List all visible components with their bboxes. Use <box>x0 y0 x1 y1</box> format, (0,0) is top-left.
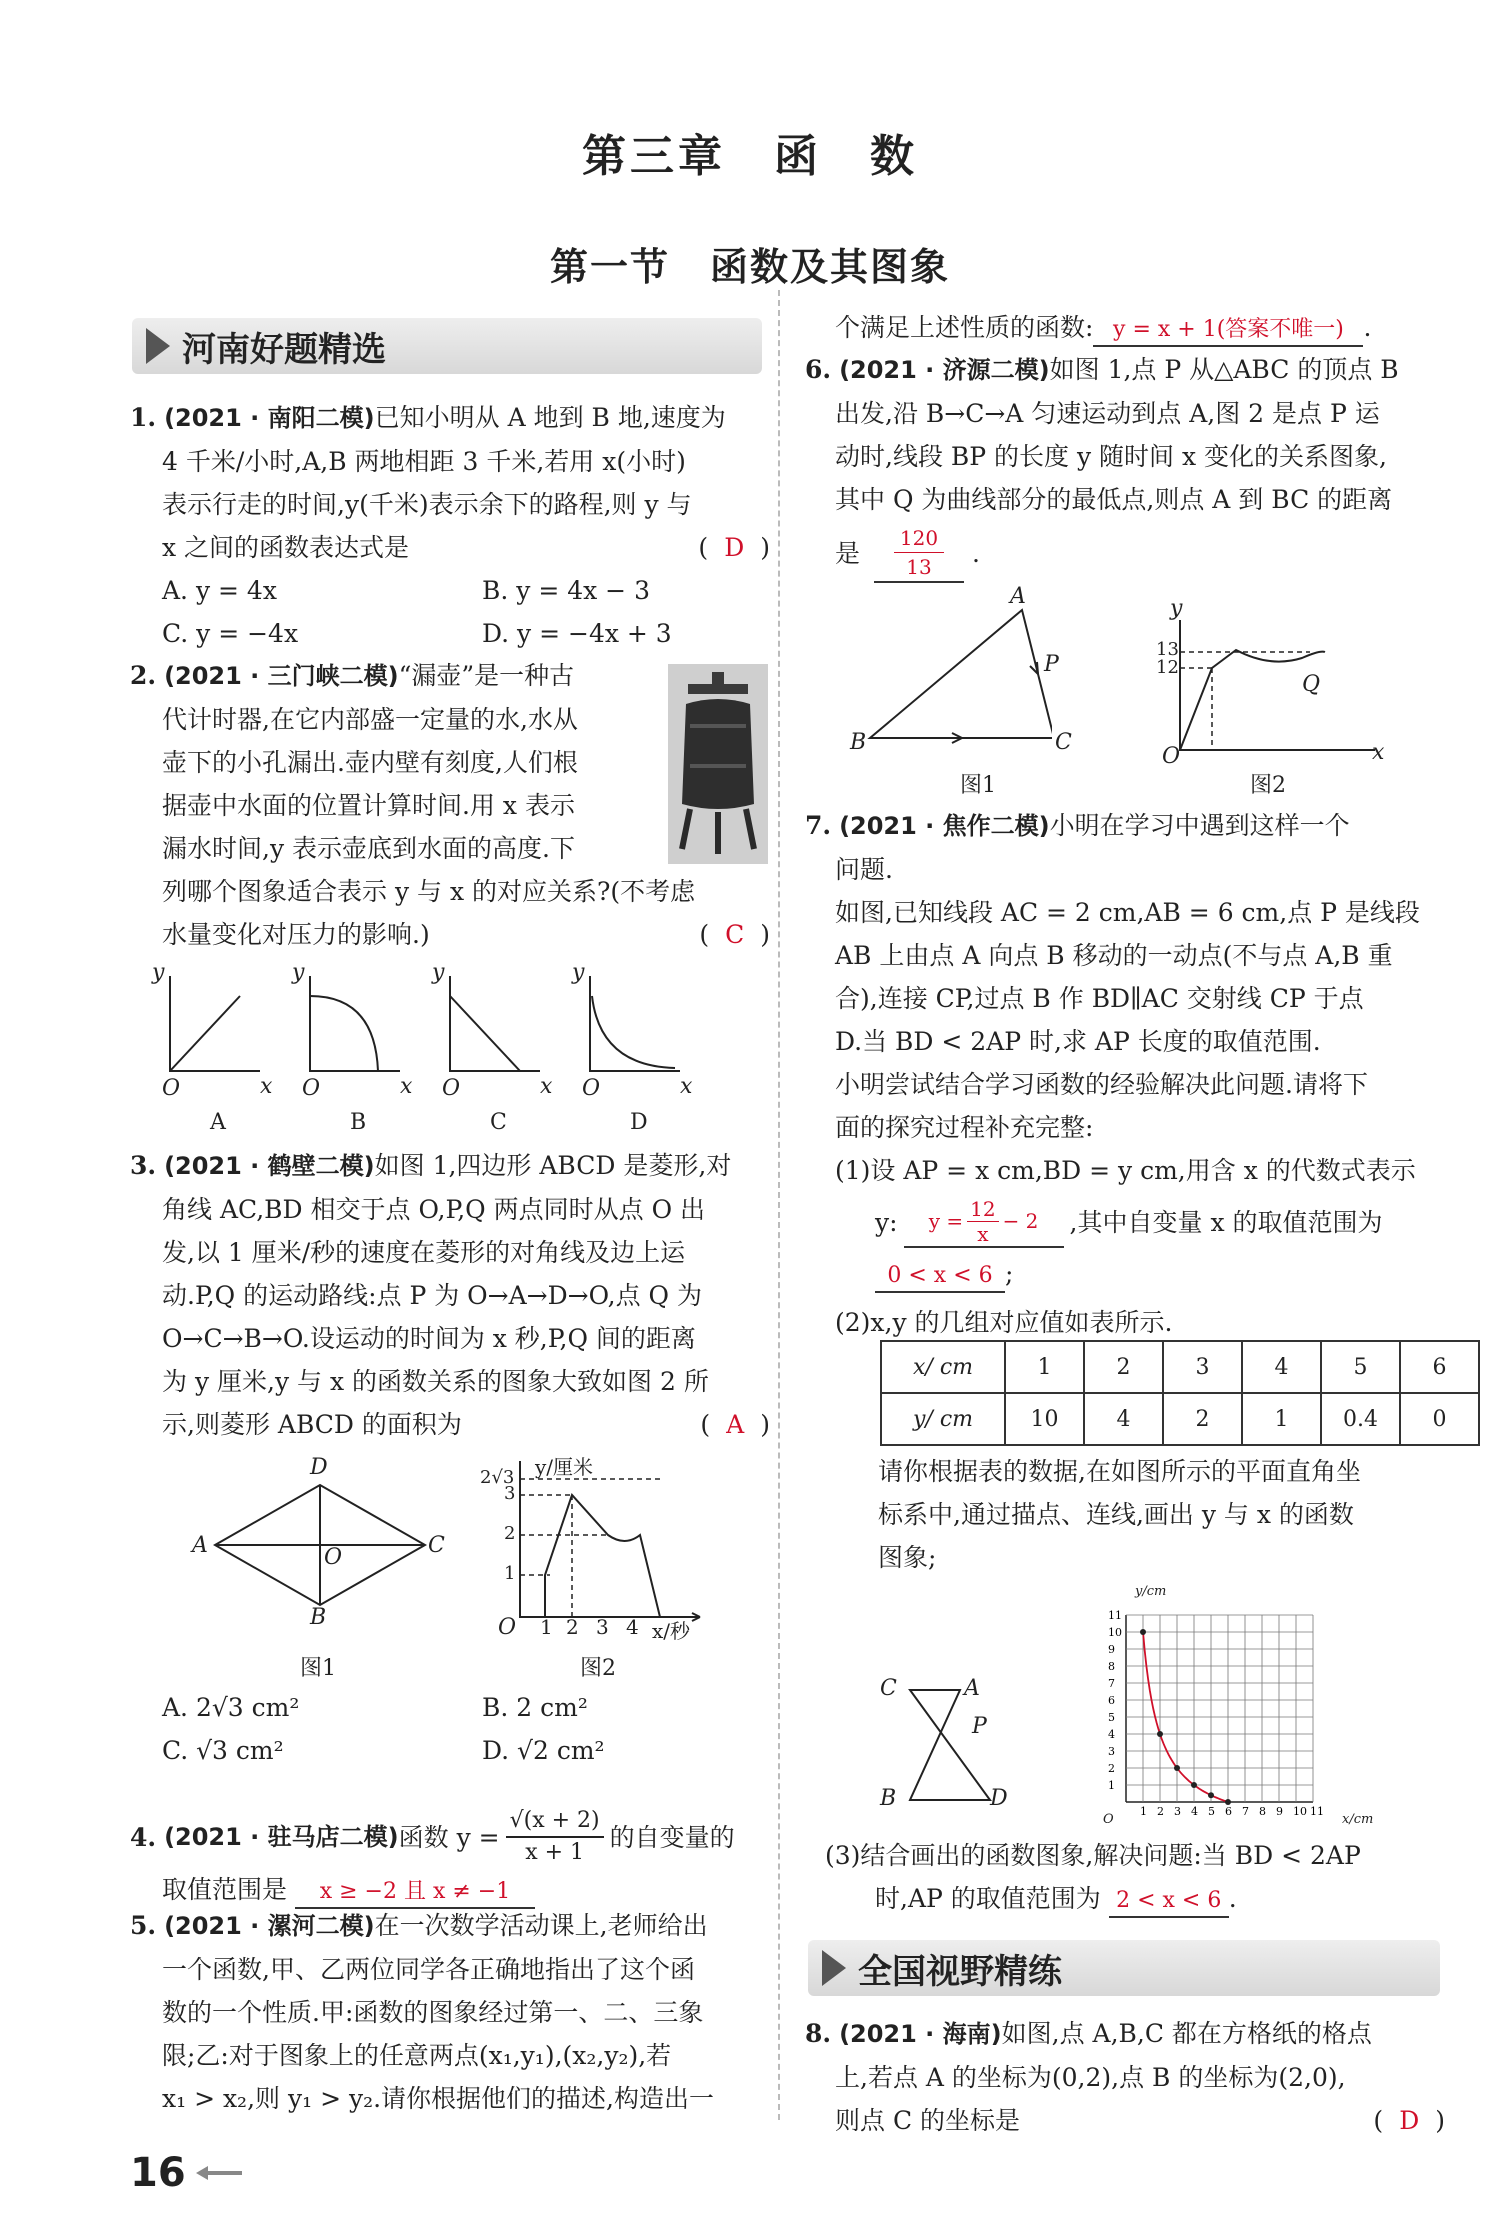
table-cell: 2 <box>1163 1393 1242 1445</box>
q-number: 1. <box>130 403 157 432</box>
fraction-numerator: 12 <box>967 1197 998 1222</box>
table-cell: 4 <box>1242 1341 1321 1393</box>
point-label: B <box>850 730 867 755</box>
bracket-left: ( <box>699 920 710 949</box>
q-text: 函数 y = <box>398 1822 500 1852</box>
table-cell: 4 <box>1084 1393 1163 1445</box>
origin-label: O <box>1162 744 1181 769</box>
question-3 <box>130 1144 770 1446</box>
answer-bracket <box>698 526 770 569</box>
q-line-last <box>130 913 770 956</box>
x-tick: 4 <box>626 1615 639 1639</box>
q-source: (2021 · 海南) <box>839 2020 1002 2048</box>
function-grid <box>1100 1590 1360 1830</box>
bracket-right: ) <box>760 533 770 562</box>
q-line: 小明尝试结合学习函数的经验解决此问题.请将下 <box>835 1070 1368 1099</box>
q-line: x 之间的函数表达式是 <box>162 533 410 562</box>
q-line: “漏壶”是一种古 <box>398 661 575 690</box>
fraction-denominator: 13 <box>906 554 932 579</box>
y-tick: 8 <box>1108 1660 1115 1673</box>
answer-choice: C <box>725 920 745 949</box>
point-label: B <box>310 1605 327 1630</box>
figure-caption: 图1 <box>300 1656 336 1681</box>
q-text: 是 <box>835 538 861 568</box>
rhombus-figure <box>205 1475 435 1625</box>
water-clock-image <box>668 664 768 864</box>
graph-label: D <box>630 1110 648 1135</box>
q-line: 小明在学习中遇到这样一个 <box>1049 811 1350 840</box>
option-c: C. √3 cm² <box>162 1736 284 1765</box>
question-6: 6. (2021 · 济源二模)如图 1,点 P 从△ABC 的顶点 B 出发,沿 B→C→A 匀速运动到点 A,图 2 是点 P 运 动时,线段 BP 的长度 y 随时间 x 变化的关系图象, 其中 Q 为曲线部分的最低点,则点 A 到 BC 的距离 是 $\frac{120}{13}$ . <box>805 348 1455 585</box>
q-line: 代计时器,在它内部盛一定量的水,水从 <box>162 705 578 734</box>
chapter-title: 第三章 函 数 <box>582 131 918 182</box>
q-number: 4. <box>130 1822 157 1852</box>
bracket-right: ) <box>760 1410 770 1439</box>
q-line: 已知小明从 A 地到 B 地,速度为 <box>374 403 726 432</box>
q-text: 的自变量的 <box>609 1822 735 1852</box>
data-point <box>1208 1792 1214 1798</box>
y-tick: 2√3 <box>480 1467 515 1488</box>
q3-figures <box>190 1455 750 1695</box>
answer-bracket <box>700 1403 770 1446</box>
q-text: y: <box>875 1207 898 1237</box>
q-source: (2021 · 漯河二模) <box>164 1912 375 1940</box>
answer-blank: 0 < x < 6 <box>875 1261 1005 1293</box>
q-line: 动.P,Q 的运动路线:点 P 为 O→A→D→O,点 Q 为 <box>162 1281 702 1310</box>
table-row <box>881 1393 1479 1445</box>
q-line-last <box>805 2099 1455 2142</box>
point-label: D <box>990 1786 1008 1811</box>
q-line: 列哪个图象适合表示 y 与 x 的对应关系?(不考虑 <box>162 877 696 906</box>
point-label: A <box>1010 584 1026 609</box>
option-d: D. y = −4x + 3 <box>482 619 672 648</box>
data-point <box>1140 1629 1146 1635</box>
q-text: 时,AP 的取值范围为 <box>875 1884 1101 1913</box>
origin-label: O <box>162 1076 181 1101</box>
axis-label-x: x <box>540 1074 553 1099</box>
y-tick: 3 <box>504 1483 516 1504</box>
q-line: 请你根据表的数据,在如图所示的平面直角坐 <box>878 1457 1361 1486</box>
axis-label-y: y <box>432 960 445 985</box>
q-line: 则点 C 的坐标是 <box>835 2106 1021 2135</box>
fraction-denominator: x + 1 <box>525 1840 585 1865</box>
q-line: 如图 1,点 P 从△ABC 的顶点 B <box>1049 355 1399 384</box>
q-source: (2021 · 鹤壁二模) <box>164 1152 375 1180</box>
option-a: A. 2√3 cm² <box>162 1693 300 1722</box>
options-row <box>130 569 770 612</box>
q-line: O→C→B→O.设运动的时间为 x 秒,P,Q 间的距离 <box>162 1324 696 1353</box>
banner-label: 河南好题精选 <box>182 329 386 370</box>
point-label: C <box>880 1676 897 1701</box>
q-line: 水量变化对压力的影响.) <box>162 920 430 949</box>
q-line: x₁ > x₂,则 y₁ > y₂.请你根据他们的描述,构造出一 <box>162 2084 715 2113</box>
y-tick: 2 <box>1108 1762 1115 1775</box>
q-source: (2021 · 驻马店二模) <box>164 1822 399 1851</box>
answer-choice: D <box>1399 2106 1420 2135</box>
answer-text: y = <box>928 1208 964 1233</box>
y-tick: 3 <box>1108 1745 1115 1758</box>
answer-bracket <box>1373 2099 1445 2142</box>
q-line: 表示行走的时间,y(千米)表示余下的路程,则 y 与 <box>162 490 692 519</box>
x-tick: 11 <box>1310 1805 1324 1818</box>
table-cell: 10 <box>1005 1393 1084 1445</box>
q-line-last <box>130 526 770 569</box>
origin-label: O <box>498 1615 517 1640</box>
q-line-last <box>130 1403 770 1446</box>
y-tick: 1 <box>1108 1779 1115 1792</box>
data-point <box>1157 1731 1163 1737</box>
column-divider <box>778 290 780 2120</box>
options-row <box>130 612 770 655</box>
point-label: D <box>310 1455 328 1480</box>
q-text: ,其中自变量 x 的取值范围为 <box>1069 1207 1383 1237</box>
table-cell: 3 <box>1163 1341 1242 1393</box>
bracket-left: ( <box>698 533 709 562</box>
y-tick: 12 <box>1156 657 1179 678</box>
figure-caption: 图1 <box>960 773 996 798</box>
bracket-right: ) <box>760 920 770 949</box>
question-1 <box>130 396 770 655</box>
q-line: 上,若点 A 的坐标为(0,2),点 B 的坐标为(2,0), <box>835 2063 1346 2092</box>
q-line: (3)结合画出的函数图象,解决问题:当 BD < 2AP <box>825 1841 1361 1870</box>
x-tick: 10 <box>1293 1805 1307 1818</box>
bracket-left: ( <box>1373 2106 1384 2135</box>
q-source: (2021 · 焦作二模) <box>839 812 1050 840</box>
q-line: AB 上由点 A 向点 B 移动的一动点(不与点 A,B 重 <box>835 941 1393 970</box>
data-point <box>1191 1782 1197 1788</box>
axis-label-y: y <box>152 960 165 985</box>
q-line: 为 y 厘米,y 与 x 的函数关系的图象大致如图 2 所 <box>162 1367 709 1396</box>
q-line: 问题. <box>835 855 893 884</box>
point-label: C <box>1055 730 1072 755</box>
answer-text: − 2 <box>1002 1208 1039 1233</box>
value-table <box>880 1340 1480 1446</box>
fraction-numerator: 120 <box>894 524 944 553</box>
q-text: 个满足上述性质的函数: <box>835 313 1094 342</box>
q-line: 4 千米/小时,A,B 两地相距 3 千米,若用 x(小时) <box>162 447 686 476</box>
q3-options <box>162 1686 762 1772</box>
axis-label-y: y <box>572 960 585 985</box>
banner-label: 全国视野精练 <box>858 1951 1062 1992</box>
table-cell: 1 <box>1242 1393 1321 1445</box>
q-line: 如图,已知线段 AC = 2 cm,AB = 6 cm,点 P 是线段 <box>835 898 1420 927</box>
q-line: D.当 BD < 2AP 时,求 AP 长度的取值范围. <box>835 1027 1321 1056</box>
graph-a <box>160 966 270 1086</box>
y-tick: 6 <box>1108 1694 1115 1707</box>
point-label: P <box>1044 652 1059 677</box>
q-line: 据壶中水面的位置计算时间.用 x 表示 <box>162 791 575 820</box>
answer-bracket <box>699 913 770 956</box>
x-tick: 4 <box>1191 1805 1198 1818</box>
q-number: 7. <box>805 811 832 840</box>
option-b: B. 2 cm² <box>482 1693 588 1722</box>
q-line: 图象; <box>878 1543 937 1572</box>
q-line: 动时,线段 BP 的长度 y 随时间 x 变化的关系图象, <box>835 442 1387 471</box>
x-tick: 5 <box>1208 1805 1215 1818</box>
data-point <box>1174 1765 1180 1771</box>
section-title: 第一节 函数及其图象 <box>549 245 950 289</box>
x-tick: 3 <box>1174 1805 1181 1818</box>
x-tick: 3 <box>596 1615 609 1639</box>
q-line: 如图,点 A,B,C 都在方格纸的格点 <box>1001 2019 1372 2048</box>
q-line: 示,则菱形 ABCD 的面积为 <box>162 1410 462 1439</box>
fraction <box>506 1806 604 1868</box>
q-source: (2021 · 南阳二模) <box>164 404 375 432</box>
q-number: 6. <box>805 355 832 384</box>
y-tick: 4 <box>1108 1728 1115 1741</box>
q-line: (1)设 AP = x cm,BD = y cm,用含 x 的代数式表示 <box>835 1156 1416 1185</box>
graph-b <box>300 966 410 1086</box>
table-cell: 6 <box>1400 1341 1479 1393</box>
y-tick: 2 <box>504 1523 516 1544</box>
q-line: 标系中,通过描点、连线,画出 y 与 x 的函数 <box>878 1500 1354 1529</box>
q-number: 5. <box>130 1911 157 1940</box>
answer-choice: D <box>724 533 745 562</box>
banner-henan <box>132 318 762 374</box>
origin-label: O <box>1103 1812 1114 1827</box>
q-line: 发,以 1 厘米/秒的速度在菱形的对角线及边上运 <box>162 1238 686 1267</box>
fraction <box>967 1197 998 1246</box>
x-tick: 2 <box>566 1615 579 1639</box>
answer-blank: 2 < x < 6 <box>1109 1886 1229 1918</box>
question-5 <box>130 1904 770 2120</box>
graph-label: A <box>210 1110 226 1135</box>
point-label: Q <box>1302 672 1321 697</box>
table-row <box>881 1341 1479 1393</box>
option-b: B. y = 4x − 3 <box>482 576 650 605</box>
origin-label: O <box>582 1076 601 1101</box>
arrow-left-icon <box>194 2163 244 2183</box>
answer-choice: A <box>726 1410 745 1439</box>
axis-label-y: y <box>1170 596 1183 621</box>
table-header: x/ cm <box>881 1341 1005 1393</box>
x-tick: 2 <box>1157 1805 1164 1818</box>
q-line: 漏水时间,y 表示壶底到水面的高度.下 <box>162 834 575 863</box>
q-line: 合),连接 CP,过点 B 作 BD∥AC 交射线 CP 于点 <box>835 984 1364 1013</box>
question-8 <box>805 2012 1455 2142</box>
y-tick: 5 <box>1108 1711 1115 1724</box>
axis-label-x: x <box>400 1074 413 1099</box>
axis-label-x: x/cm <box>1342 1812 1374 1827</box>
q7-part3 <box>825 1834 1455 1920</box>
q-number: 2. <box>130 661 157 690</box>
y-tick: 11 <box>1108 1609 1122 1622</box>
data-point <box>1225 1799 1231 1805</box>
q-text: . <box>1228 1884 1237 1913</box>
table-cell: 5 <box>1321 1341 1400 1393</box>
figure-caption: 图2 <box>1250 773 1286 798</box>
q-line: 数的一个性质.甲:函数的图象经过第一、二、三象 <box>162 1998 704 2027</box>
q-line: (2)x,y 的几组对应值如表所示. <box>835 1308 1173 1337</box>
option-a: A. y = 4x <box>162 576 277 605</box>
question-5-cont: 个满足上述性质的函数: y = x + 1(答案不唯一) . <box>835 306 1455 349</box>
table-cell: 0 <box>1400 1393 1479 1445</box>
q-line: 限;乙:对于图象上的任意两点(x₁,y₁),(x₂,y₂),若 <box>162 2041 672 2070</box>
table-cell: 2 <box>1084 1341 1163 1393</box>
y-tick: 13 <box>1156 639 1179 660</box>
option-c: C. y = −4x <box>162 619 299 648</box>
axis-label-x: x <box>260 1074 273 1099</box>
option-d: D. √2 cm² <box>482 1736 605 1765</box>
answer-blank <box>904 1197 1064 1248</box>
axis-label-x: x/秒 <box>652 1619 691 1643</box>
point-label: P <box>972 1714 987 1739</box>
figure-caption: 图2 <box>580 1656 616 1681</box>
q-text: ; <box>1005 1259 1014 1288</box>
q-line: 在一次数学活动课上,老师给出 <box>374 1911 708 1940</box>
page-number: 16 <box>130 2150 186 2196</box>
answer-blank <box>874 524 964 583</box>
x-tick: 8 <box>1259 1805 1266 1818</box>
table-cell: 1 <box>1005 1341 1084 1393</box>
triangle-figure <box>862 598 1052 748</box>
q6-figures <box>850 584 1410 800</box>
fraction-numerator: √(x + 2) <box>506 1806 604 1838</box>
origin-label: O <box>302 1076 321 1101</box>
q7-part2-text <box>878 1450 1458 1579</box>
point-label: O <box>324 1545 343 1570</box>
graph-d <box>580 966 690 1086</box>
axis-label-x: x <box>680 1074 693 1099</box>
x-tick: 9 <box>1276 1805 1283 1818</box>
graph-c <box>440 966 550 1086</box>
point-label: B <box>880 1786 897 1811</box>
table-cell: 0.4 <box>1321 1393 1400 1445</box>
point-label: A <box>192 1533 208 1558</box>
play-arrow-icon <box>822 1950 846 1986</box>
table-header: y/ cm <box>881 1393 1005 1445</box>
y-tick: 1 <box>504 1563 516 1584</box>
question-7 <box>805 804 1455 1344</box>
y-tick: 10 <box>1108 1626 1122 1639</box>
q-line: 壶下的小孔漏出.壶内壁有刻度,人们根 <box>162 748 578 777</box>
q-number: 8. <box>805 2019 832 2048</box>
q-text: 取值范围是 <box>162 1875 288 1904</box>
graph-label: C <box>490 1110 507 1135</box>
q7-figures <box>880 1584 1460 1830</box>
x-tick: 1 <box>1140 1805 1147 1818</box>
fraction-denominator: x <box>977 1221 989 1246</box>
options-row <box>162 1729 762 1772</box>
answer-blank: y = x + 1(答案不唯一) <box>1093 315 1363 347</box>
graph-label: B <box>350 1110 367 1135</box>
x-tick: 7 <box>1242 1805 1249 1818</box>
q-source: (2021 · 济源二模) <box>839 356 1050 384</box>
play-arrow-icon <box>146 328 170 364</box>
options-row <box>162 1686 762 1729</box>
y-tick: 7 <box>1108 1677 1115 1690</box>
origin-label: O <box>442 1076 461 1101</box>
page-footer <box>130 2150 244 2196</box>
y-tick: 9 <box>1108 1643 1115 1656</box>
q-line: 其中 Q 为曲线部分的最低点,则点 A 到 BC 的距离 <box>835 485 1393 514</box>
answer-blank: x ≥ −2 且 x ≠ −1 <box>295 1877 535 1909</box>
banner-national <box>808 1940 1440 1996</box>
x-tick: 1 <box>540 1615 553 1639</box>
q-line: 出发,沿 B→C→A 匀速运动到点 A,图 2 是点 P 运 <box>835 399 1380 428</box>
point-label: C <box>428 1533 445 1558</box>
length-graph <box>1160 620 1380 760</box>
q-line: 如图 1,四边形 ABCD 是菱形,对 <box>374 1151 732 1180</box>
point-label: A <box>964 1676 980 1701</box>
axis-label-y: y/厘米 <box>535 1455 594 1479</box>
axis-label-x: x <box>1372 740 1385 765</box>
q-line: 一个函数,甲、乙两位同学各正确地指出了这个函 <box>162 1955 695 1984</box>
hourglass-figure <box>890 1680 1000 1810</box>
q-number: 3. <box>130 1151 157 1180</box>
x-tick: 6 <box>1225 1805 1232 1818</box>
distance-graph <box>490 1455 710 1635</box>
bracket-left: ( <box>700 1410 711 1439</box>
q-source: (2021 · 三门峡二模) <box>164 662 399 690</box>
question-4 <box>130 1806 770 1911</box>
axis-label-y: y <box>292 960 305 985</box>
bracket-right: ) <box>1435 2106 1445 2135</box>
q2-graphs <box>152 960 720 1135</box>
q-line: 角线 AC,BD 相交于点 O,P,Q 两点同时从点 O 出 <box>162 1195 706 1224</box>
q-line: 面的探究过程补充完整: <box>835 1113 1094 1142</box>
axis-label-y: y/cm <box>1135 1584 1167 1599</box>
